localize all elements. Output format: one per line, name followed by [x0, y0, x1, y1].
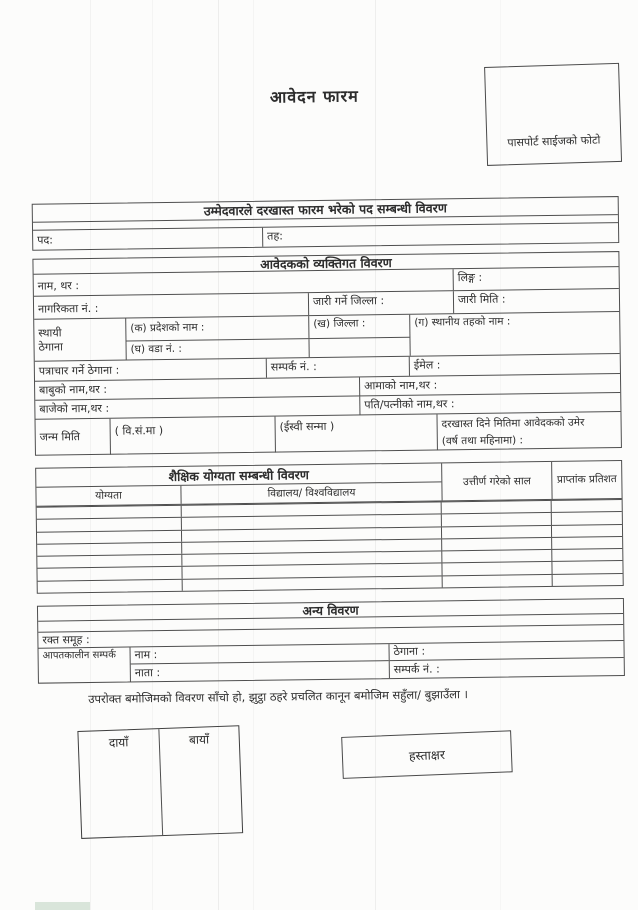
emergency-name-label: नाम :: [134, 648, 158, 662]
page-title: आवेदन फारम: [269, 86, 359, 107]
email-label: ईमेल :: [413, 358, 441, 372]
education-empty-cell: [183, 576, 443, 591]
signature-label: हस्ताक्षर: [408, 746, 446, 763]
position-section: [32, 196, 620, 251]
spouse-name-label: पति/पत्नीको नाम,थर :: [364, 397, 455, 412]
permanent-address-label: [34, 324, 67, 356]
personal-section-title: आवेदकको व्यक्तिगत विवरण: [33, 252, 618, 275]
district-field: [309, 315, 409, 338]
level-label: तह:: [267, 229, 284, 243]
ward-field: [126, 339, 309, 359]
education-section: [35, 460, 624, 594]
personal-section: [32, 251, 622, 456]
citizenship-number-field: [34, 293, 309, 319]
father-name-label: बाबुको नाम,थर :: [39, 383, 108, 397]
thumbprint-box: [77, 725, 243, 839]
blood-group-label: रक्त समूह :: [42, 632, 90, 647]
permanent-address-label-line2: ठेगाना: [38, 339, 64, 354]
education-empty-cell: [552, 549, 622, 561]
education-empty-cell: [552, 537, 622, 549]
applicant-age-field: [437, 412, 620, 450]
issue-date-label: जारी मिति :: [457, 292, 506, 307]
education-empty-cell: [443, 575, 553, 588]
ward-row-empty-cell: [309, 338, 409, 357]
level-field: [263, 223, 618, 247]
correspondence-address-field: [35, 359, 267, 381]
education-empty-cell: [552, 525, 622, 537]
post-field: [33, 228, 263, 250]
issuing-district-label: जारी गर्ने जिल्ला :: [312, 294, 385, 309]
email-field: [410, 354, 620, 376]
name-label: नाम, थर :: [37, 279, 80, 293]
mother-name-label: आमाको नाम,थर :: [364, 378, 438, 393]
dob-ad-label: (ईस्वी सन्मा ): [279, 419, 335, 434]
dob-ad-field: [275, 414, 437, 452]
permanent-address-header-cell: [34, 319, 127, 361]
education-empty-rows: [37, 499, 623, 593]
education-col-percentage: प्राप्तांक प्रतिशत: [551, 461, 621, 499]
province-field: [126, 316, 309, 340]
other-details-section: [37, 598, 625, 684]
education-col-year: उत्तीर्ण गरेको साल: [441, 462, 551, 500]
correspondence-address-label: पत्राचार गर्ने ठेगाना :: [38, 363, 120, 378]
education-col-institution: विद्यालय/ विश्वविद्यालय: [267, 486, 356, 500]
emergency-relation-label: नाता :: [134, 666, 161, 680]
local-level-field: [409, 312, 620, 356]
position-section-title: उम्मेदवारले दरखास्त फारम भरेको पद सम्बन्धी विवरण: [33, 197, 618, 223]
applicant-age-label-line1: दरखास्त दिने मितिमा आवेदकको उमेर: [441, 416, 585, 431]
contact-number-label: सम्पर्क नं. :: [270, 360, 317, 374]
emergency-contact-number-field: [390, 658, 624, 679]
education-empty-cell: [552, 512, 622, 524]
gender-field: [454, 267, 619, 290]
spouse-name-field: [360, 393, 620, 414]
education-empty-cell: [38, 579, 183, 592]
other-section-title: अन्य विवरण: [38, 599, 623, 622]
dob-bs-field: [111, 417, 276, 455]
permanent-address-label-line1: स्थायी: [38, 326, 62, 340]
dob-header-cell: [36, 419, 111, 456]
issuing-district-field: [309, 291, 454, 315]
emergency-contact-label: आपतकालीन सम्पर्क: [42, 649, 116, 662]
emergency-contact-header-cell: [39, 647, 131, 682]
emergency-address-label: ठेगाना :: [393, 644, 426, 659]
passport-photo-label: पासपोर्ट साईजको फोटो: [507, 133, 601, 150]
thumbprint-left-box: [159, 726, 242, 835]
dob-label: जन्म मिति: [39, 430, 81, 444]
province-label: (क) प्रदेशको नाम :: [130, 321, 205, 335]
local-level-label: (ग) स्थानीय तहको नाम :: [414, 315, 511, 329]
thumbprint-left-label: बायाँ: [188, 732, 210, 748]
gender-label: लिङ्ग :: [457, 270, 483, 285]
thumbprint-right-label: दायाँ: [108, 735, 129, 750]
applicant-age-label-line2: (वर्ष तथा महिनामा) :: [441, 434, 524, 448]
applicant-age-label: [437, 412, 588, 450]
post-label: पद:: [37, 233, 54, 247]
emergency-relation-field: [131, 661, 389, 682]
education-col-qualification: योग्यता: [36, 486, 181, 506]
passport-photo-box: [484, 63, 622, 166]
grandfather-name-label: बाजेको नाम,थर :: [39, 401, 110, 416]
education-section-title: शैक्षिक योग्यता सम्बन्धी विवरण: [36, 463, 441, 487]
declaration-text: उपरोक्त बमोजिमको विवरण साँचो हो, झुट्ठा ठहरे प्रचलित कानून बमोजिम सहुँला/ बुझाउँला ।: [88, 687, 469, 707]
emergency-contact-number-label: सम्पर्क नं. :: [393, 662, 440, 677]
ward-label: (घ) वडा नं. :: [130, 343, 182, 356]
signature-box: [341, 730, 513, 779]
education-empty-cell: [553, 574, 623, 586]
contact-number-field: [267, 357, 410, 378]
dob-bs-label: ( वि.सं.मा ): [114, 424, 164, 438]
education-empty-cell: [552, 500, 622, 512]
district-label: (ख) जिल्ला :: [313, 317, 366, 331]
education-empty-cell: [552, 561, 622, 573]
mother-name-field: [360, 374, 620, 395]
thumbprint-right-box: [78, 729, 162, 838]
issue-date-field: [454, 289, 619, 313]
citizenship-number-label: नागरिकता नं. :: [37, 302, 99, 316]
